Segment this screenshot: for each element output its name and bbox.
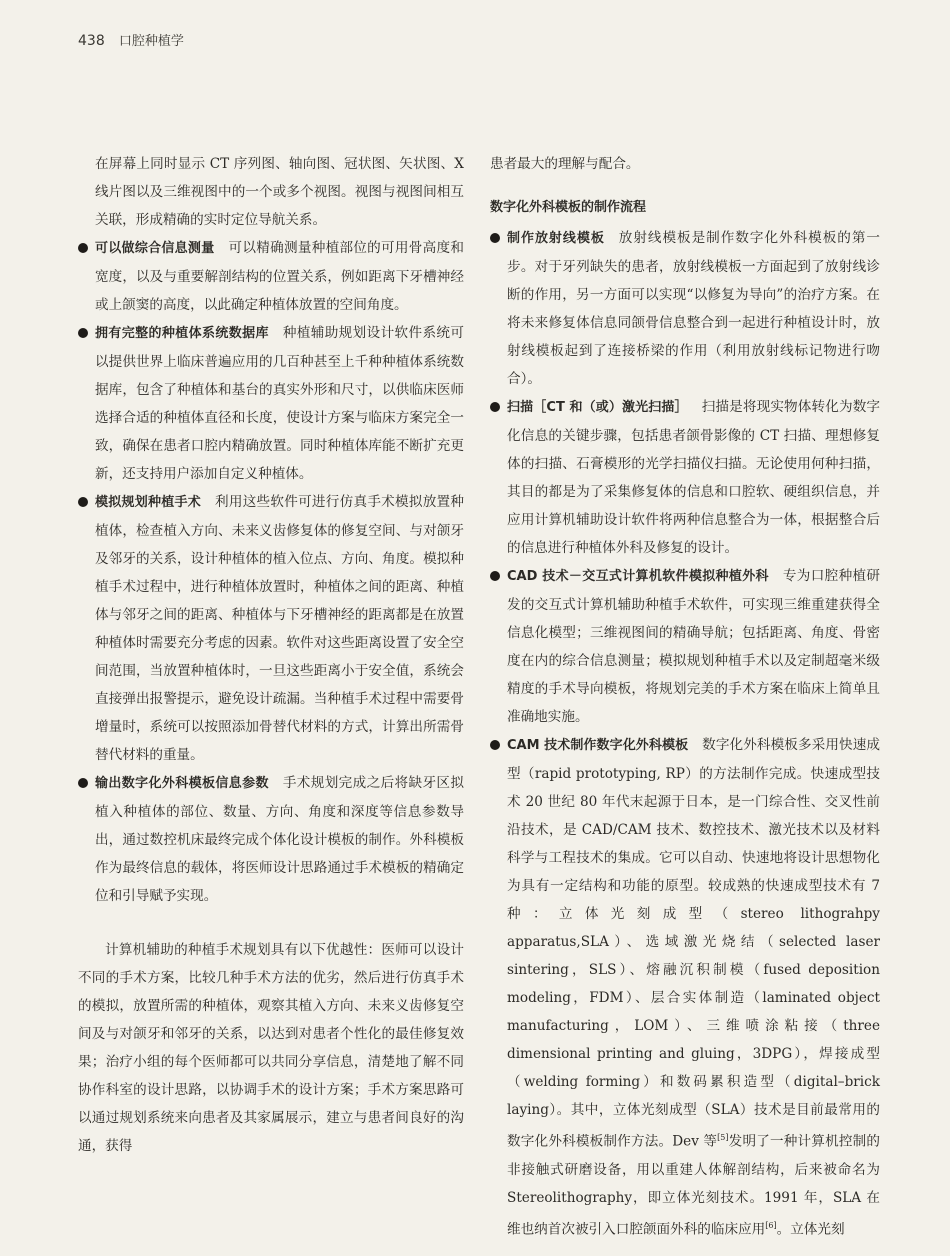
citation-ref: [5] bbox=[717, 1133, 729, 1142]
right-column bbox=[490, 150, 880, 1243]
bullet-item bbox=[490, 393, 880, 562]
bullet-icon bbox=[78, 243, 88, 253]
bullet-icon bbox=[490, 402, 500, 412]
body-paragraph: 计算机辅助的种植手术规划具有以下优越性：医师可以设计不同的手术方案，比较几种手术方法的优劣，然后进行仿真手术的模拟，放置所需的种植体，观察其植入方向、未来义齿修复空间及与对颌牙和邻牙的关系，以达到对患者个性化的最佳修复效果；治疗小组的每个医师都可以共同分享信息，清楚地了解不同协作科室的设计思路，以协调手术的设计方案；手术方案思路可以通过规划系统来向患者及其家属展示，建立与患者间良好的沟通，获得 bbox=[78, 942, 464, 1154]
bullet-icon bbox=[78, 497, 88, 507]
bullet-icon bbox=[490, 233, 500, 243]
bullet-icon bbox=[490, 740, 500, 750]
bullet-text: 种植辅助规划设计软件系统可以提供世界上临床普遍应用的几百种甚至上千种种植体系统数据库，包含了种植体和基台的真实外形和尺寸，以供临床医师选择合适的种植体直径和长度，使设计方案与临床方案完全一致，确保在患者口腔内精确放置。同时种植体库能不断扩充更新，还支持用户添加自定义种植体。 bbox=[95, 325, 464, 482]
bullet-item bbox=[78, 234, 464, 319]
page-number: 438 bbox=[78, 33, 105, 49]
bullet-title: CAM 技术制作数字化外科模板 bbox=[507, 738, 689, 753]
bullet-text: 放射线模板是制作数字化外科模板的第一步。对于牙列缺失的患者，放射线模板一方面起到了放射线诊断的作用，另一方面可以实现“以修复为导向”的治疗方案。在将未来修复体信息同颌骨信息整合到一起进行种植设计时，放射线模板起到了连接桥梁的作用（利用放射线标记物进行吻合）。 bbox=[507, 230, 880, 387]
bullet-item bbox=[490, 731, 880, 1243]
bullet-text: 手术规划完成之后将缺牙区拟植入种植体的部位、数量、方向、角度和深度等信息参数导出，通过数控机床最终完成个体化设计模板的制作。外科模板作为最终信息的载体，将医师设计思路通过手术模板的精确定位和引导赋予实现。 bbox=[95, 775, 464, 904]
bullet-text: 利用这些软件可进行仿真手术模拟放置种植体，检查植入方向、未来义齿修复体的修复空间、与对颌牙及邻牙的关系，设计种植体的植入位点、方向、角度。模拟种植手术过程中，进行种植体放置时，种植体之间的距离、种植体与邻牙之间的距离、种植体与下牙槽神经的距离都是在放置种植体时需要充分考虑的因素。软件对这些距离设置了安全空间范围，当放置种植体时，一旦这些距离小于安全值，系统会直接弹出报警提示，避免设计疏漏。当种植手术过程中需要骨增量时，系统可以按照添加骨替代材料的方式，计算出所需骨替代材料的重量。 bbox=[95, 494, 464, 763]
bullet-item bbox=[78, 488, 464, 769]
bullet-item bbox=[490, 224, 880, 393]
bullet-text: 数字化外科模板多采用快速成型（rapid prototyping, RP）的方法制作完成。快速成型技术 20 世纪 80 年代末起源于日本，是一门综合性、交叉性前沿技术，是 CAD/CAM 技术、数控技术、激光技术以及材料科学与工程技术的集成。它可以自动、快速地将设计思想物化为具有一定结构和功能的原型。较成熟的快速成型技术有 7 种：立体光刻成型（stereo lithograhpy apparatus,SLA）、选域激光烧结（selected laser sintering，SLS）、熔融沉积制模（fused deposition modeling，FDM）、层合实体制造（laminated object manufacturing，LOM）、三维喷涂粘接（three dimensional printing and gluing，3DPG），焊接成型（welding forming）和数码累积造型（digital–brick laying）。其中，立体光刻成型（SLA）技术是目前最常用的数字化外科模板制作方法。Dev 等 bbox=[507, 737, 880, 1150]
bullet-title: CAD 技术－交互式计算机软件模拟种植外科 bbox=[507, 569, 769, 584]
continuation-text: 在屏幕上同时显示 CT 序列图、轴向图、冠状图、矢状图、X 线片图以及三维视图中的一个或多个视图。视图与视图间相互关联，形成精确的实时定位导航关系。 bbox=[95, 156, 464, 228]
bullet-icon bbox=[78, 778, 88, 788]
bullet-text: 可以精确测量种植部位的可用骨高度和宽度，以及与重要解剖结构的位置关系，例如距离下牙槽神经或上颌窦的高度，以此确定种植体放置的空间角度。 bbox=[95, 240, 464, 313]
bullet-title: 可以做综合信息测量 bbox=[95, 241, 215, 256]
bullet-title: 拥有完整的种植体系统数据库 bbox=[95, 326, 269, 341]
bullet-title: 扫描［CT 和（或）激光扫描］ bbox=[507, 400, 688, 415]
bullet-text: 发明了一种计算机控制的非接触式研磨设备，用以重建人体解剖结构，后来被命名为 Stereolithography，即立体光刻技术。1991 年，SLA 在维也纳首次被引入口腔颌面外科的临床应用 bbox=[507, 1133, 880, 1238]
bullet-icon bbox=[490, 571, 500, 581]
bullet-text: 。立体光刻 bbox=[776, 1221, 845, 1238]
section-heading: 数字化外科模板的制作流程 bbox=[490, 200, 647, 215]
bullet-item bbox=[490, 562, 880, 731]
page-header bbox=[78, 30, 184, 49]
left-column bbox=[78, 150, 464, 1160]
bullet-icon bbox=[78, 328, 88, 338]
bullet-title: 输出数字化外科模板信息参数 bbox=[95, 776, 269, 791]
bullet-text: 扫描是将现实物体转化为数字化信息的关键步骤，包括患者颌骨影像的 CT 扫描、理想修复体的扫描、石膏模形的光学扫描仪扫描。无论使用何种扫描，其目的都是为了采集修复体的信息和口腔软、硬组织信息，并应用计算机辅助设计软件将两种信息整合为一体，根据整合后的信息进行种植体外科及修复的设计。 bbox=[507, 399, 881, 556]
bullet-title: 模拟规划种植手术 bbox=[95, 495, 202, 510]
citation-ref: [6] bbox=[765, 1220, 777, 1230]
bullet-title: 制作放射线模板 bbox=[507, 231, 605, 246]
bullet-text: 专为口腔种植研发的交互式计算机辅助种植手术软件，可实现三维重建获得全信息化模型；三维视图间的精确导航；包括距离、角度、骨密度在内的综合信息测量；模拟规划种植手术以及定制超毫米级精度的手术导向模板，将规划完美的手术方案在临床上简单且准确地实施。 bbox=[507, 568, 881, 725]
book-title: 口腔种植学 bbox=[118, 34, 184, 49]
bullet-item bbox=[78, 319, 464, 488]
continuation-text: 患者最大的理解与配合。 bbox=[490, 156, 640, 172]
bullet-item bbox=[78, 769, 464, 910]
